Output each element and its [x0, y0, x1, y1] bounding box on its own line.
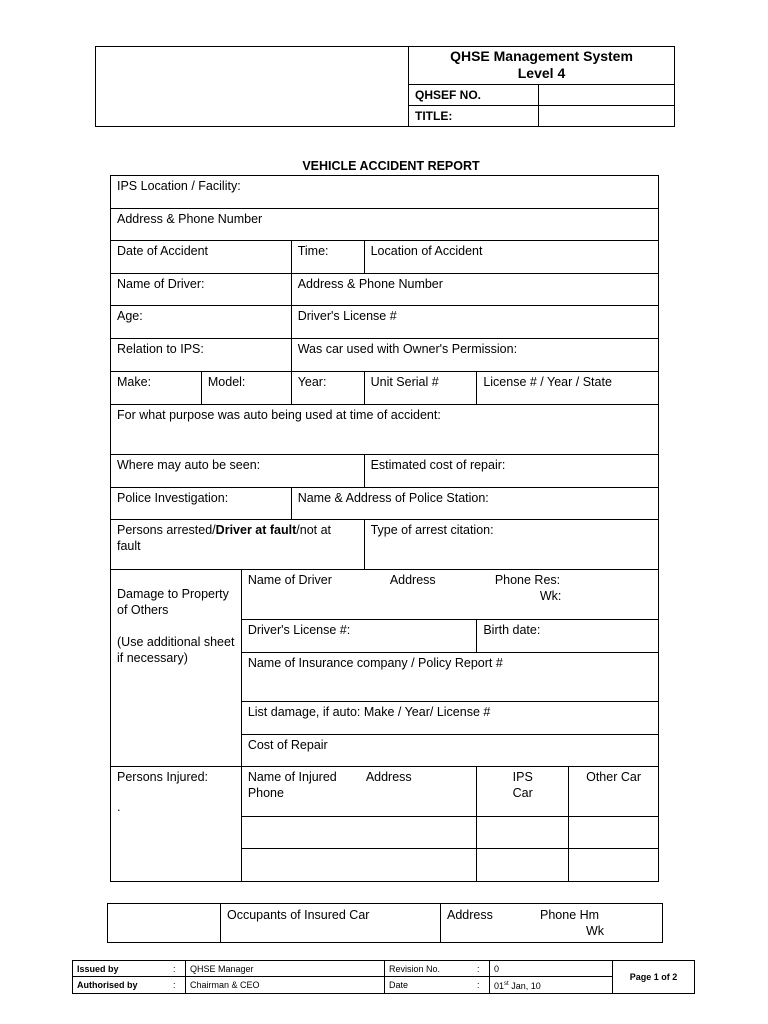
occupants-address: Address	[447, 908, 493, 922]
age-field[interactable]: Age:	[111, 306, 292, 339]
damage-insurance-field[interactable]: Name of Insurance company / Policy Report #	[241, 653, 658, 702]
qhsef-no-value[interactable]	[539, 85, 675, 106]
issued-by-colon: :	[169, 961, 186, 977]
occupants-blank-cell[interactable]	[108, 904, 221, 943]
unit-serial-field[interactable]: Unit Serial #	[364, 372, 477, 405]
date-of-accident-field[interactable]: Date of Accident	[111, 241, 292, 274]
issued-by-value: QHSE Manager	[186, 961, 385, 977]
system-title-line1: QHSE Management System	[450, 48, 633, 64]
estimated-cost-field[interactable]: Estimated cost of repair:	[364, 455, 658, 488]
authorised-by-colon: :	[169, 977, 186, 994]
occupants-table	[107, 903, 663, 943]
date-colon: :	[473, 977, 490, 994]
damage-name-of-driver: Name of Driver	[247, 573, 332, 587]
injured-row-1-ips-car[interactable]	[477, 817, 569, 849]
injured-header	[241, 767, 477, 817]
persons-injured-dot: .	[117, 800, 121, 814]
damage-address: Address	[389, 573, 436, 587]
damage-phone-res: Phone Res:	[494, 573, 561, 587]
driver-address-phone-field[interactable]: Address & Phone Number	[291, 274, 658, 306]
police-station-field[interactable]: Name & Address of Police Station:	[291, 488, 658, 520]
arrest-citation-field[interactable]: Type of arrest citation:	[364, 520, 658, 570]
license-year-state-field[interactable]: License # / Year / State	[477, 372, 659, 405]
system-title	[409, 47, 675, 85]
injured-other-car-header: Other Car	[569, 767, 659, 817]
revision-colon: :	[473, 961, 490, 977]
injured-ips-car-header: IPS Car	[477, 767, 569, 817]
damage-driver-row[interactable]	[241, 570, 658, 620]
model-field[interactable]: Model:	[201, 372, 291, 405]
document-footer	[72, 960, 695, 994]
injured-row-2-ips-car[interactable]	[477, 849, 569, 882]
purpose-field[interactable]: For what purpose was auto being used at time of accident:	[111, 405, 659, 455]
issued-by-label: Issued by	[73, 961, 170, 977]
injured-row-2-other-car[interactable]	[569, 849, 659, 882]
occupants-wk: Wk	[586, 924, 605, 938]
injured-name-header: Name of Injured	[247, 770, 337, 784]
page-number: Page 1 of 2	[613, 961, 695, 994]
injured-row-1-other-car[interactable]	[569, 817, 659, 849]
qhsef-no-label: QHSEF NO.	[409, 85, 539, 106]
where-seen-field[interactable]: Where may auto be seen:	[111, 455, 365, 488]
damage-birth-date-field[interactable]: Birth date:	[477, 620, 659, 653]
occupants-phone-hm: Phone Hm	[540, 908, 600, 922]
name-of-driver-field[interactable]: Name of Driver:	[111, 274, 292, 306]
year-field[interactable]: Year:	[291, 372, 364, 405]
date-value: 01st Jan, 10	[490, 977, 613, 994]
location-of-accident-field[interactable]: Location of Accident	[364, 241, 658, 274]
persons-injured-label: Persons Injured: .	[111, 767, 242, 882]
accident-report-form	[110, 175, 659, 882]
injured-row-2-name[interactable]	[241, 849, 477, 882]
damage-list-field[interactable]: List damage, if auto: Make / Year/ License #	[241, 702, 658, 735]
date-label: Date	[385, 977, 474, 994]
make-field[interactable]: Make:	[111, 372, 202, 405]
police-investigation-field[interactable]: Police Investigation:	[111, 488, 292, 520]
revision-value: 0	[490, 961, 613, 977]
logo-area	[96, 47, 409, 127]
time-field[interactable]: Time:	[291, 241, 364, 274]
document-header	[95, 46, 675, 127]
occupants-label: Occupants of Insured Car	[221, 904, 441, 943]
form-title: VEHICLE ACCIDENT REPORT	[302, 159, 480, 173]
relation-to-ips-field[interactable]: Relation to IPS:	[111, 339, 292, 372]
ips-location-field[interactable]: IPS Location / Facility:	[111, 176, 659, 209]
owners-permission-field[interactable]: Was car used with Owner's Permission:	[291, 339, 658, 372]
address-phone-field[interactable]: Address & Phone Number	[111, 209, 659, 241]
drivers-license-field[interactable]: Driver's License #	[291, 306, 658, 339]
title-value[interactable]	[539, 106, 675, 127]
injured-phone-header: Phone	[247, 786, 284, 800]
system-title-line2: Level 4	[517, 65, 566, 81]
occupants-address-phone	[441, 904, 663, 943]
authorised-by-value: Chairman & CEO	[186, 977, 385, 994]
damage-to-property-label: Damage to Property of Others (Use additional sheet if necessary)	[111, 570, 242, 767]
revision-label: Revision No.	[385, 961, 474, 977]
persons-arrested-field[interactable]: Persons arrested/Driver at fault/not at fault	[111, 520, 365, 570]
injured-address-header: Address	[365, 770, 412, 784]
damage-wk: Wk:	[539, 589, 562, 603]
damage-license-field[interactable]: Driver's License #:	[241, 620, 477, 653]
injured-row-1-name[interactable]	[241, 817, 477, 849]
damage-cost-repair-field[interactable]: Cost of Repair	[241, 735, 658, 767]
authorised-by-label: Authorised by	[73, 977, 170, 994]
title-label: TITLE:	[409, 106, 539, 127]
